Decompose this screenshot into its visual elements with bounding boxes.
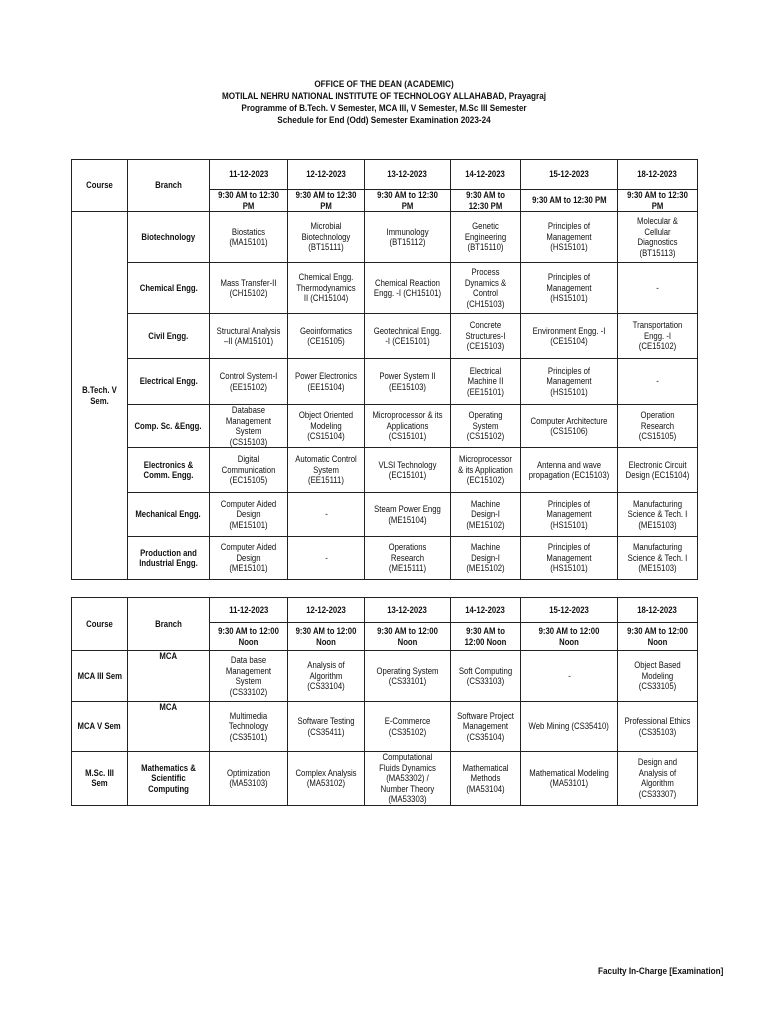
exam-cell: -: [521, 651, 618, 702]
date-header: 15-12-2023: [521, 598, 618, 623]
table-row: [72, 263, 698, 314]
exam-cell: Database Management System (CS15103): [210, 405, 288, 448]
exam-cell: Biostatics (MA15101): [210, 212, 288, 263]
header-office: OFFICE OF THE DEAN (ACADEMIC): [314, 79, 454, 90]
date-header: 12-12-2023: [288, 160, 365, 190]
exam-cell: Operating System (CS33101): [365, 651, 451, 702]
exam-cell: Structural Analysis –II (AM15101): [210, 314, 288, 359]
time-slot: 9:30 AM to 12:00 Noon: [365, 623, 451, 651]
table-row: [72, 212, 698, 263]
exam-cell: VLSI Technology (EC15101): [365, 448, 451, 493]
exam-cell: Control System-I (EE15102): [210, 359, 288, 405]
branch-cell: Biotechnology: [128, 212, 210, 263]
exam-cell: Principles of Management (HS15101): [521, 359, 618, 405]
exam-cell: Microprocessor & its Application (EC15102): [451, 448, 521, 493]
table-row: [72, 493, 698, 537]
date-header: 14-12-2023: [451, 598, 521, 623]
time-slot: 9:30 AM to 12:30 PM: [521, 190, 618, 212]
exam-cell: -: [618, 359, 698, 405]
exam-cell: Operations Research (ME15111): [365, 537, 451, 580]
exam-cell: Steam Power Engg (ME15104): [365, 493, 451, 537]
table-row: [72, 448, 698, 493]
date-header: 13-12-2023: [365, 598, 451, 623]
exam-cell: Principles of Management (HS15101): [521, 493, 618, 537]
date-header: 14-12-2023: [451, 160, 521, 190]
time-slot: 9:30 AM to 12:30 PM: [365, 190, 451, 212]
exam-cell: Genetic Engineering (BT15110): [451, 212, 521, 263]
exam-cell: Complex Analysis (MA53102): [288, 752, 365, 806]
course-cell: MCA V Sem: [72, 702, 128, 752]
exam-cell: Manufacturing Science & Tech. I (ME15103): [618, 537, 698, 580]
exam-cell: -: [288, 493, 365, 537]
exam-cell: Automatic Control System (EE15111): [288, 448, 365, 493]
table-row: [72, 405, 698, 448]
exam-cell: Object Based Modeling (CS33105): [618, 651, 698, 702]
time-slot: 9:30 AM to 12:00 Noon: [288, 623, 365, 651]
exam-cell: Electrical Machine II (EE15101): [451, 359, 521, 405]
col-header-course: Course: [72, 160, 128, 212]
branch-cell: Mechanical Engg.: [128, 493, 210, 537]
table-row: [72, 314, 698, 359]
exam-cell: Molecular & Cellular Diagnostics (BT15113): [618, 212, 698, 263]
mca-msc-schedule-table: [71, 597, 698, 806]
exam-cell: Machine Design-I (ME15102): [451, 537, 521, 580]
exam-cell: Machine Design-I (ME15102): [451, 493, 521, 537]
faculty-signature-label: Faculty In-Charge [Examination]: [598, 966, 724, 977]
branch-cell: MCA: [128, 651, 210, 702]
time-slot: 9:30 AM to 12:00 Noon: [618, 623, 698, 651]
exam-cell: Software Testing (CS35411): [288, 702, 365, 752]
exam-cell: -: [288, 537, 365, 580]
btech-schedule-table: [71, 159, 698, 580]
exam-cell: Environment Engg. -I (CE15104): [521, 314, 618, 359]
exam-cell: -: [618, 263, 698, 314]
course-cell: MCA III Sem: [72, 651, 128, 702]
exam-cell: Geotechnical Engg. -I (CE15101): [365, 314, 451, 359]
table-row: [72, 702, 698, 752]
branch-cell: Civil Engg.: [128, 314, 210, 359]
time-slot: 9:30 AM to 12:00 Noon: [521, 623, 618, 651]
exam-cell: Manufacturing Science & Tech. I (ME15103): [618, 493, 698, 537]
exam-cell: Concrete Structures-I (CE15103): [451, 314, 521, 359]
exam-cell: Process Dynamics & Control (CH15103): [451, 263, 521, 314]
document-header: [54, 79, 714, 127]
time-slot: 9:30 AM to 12:30 PM: [451, 190, 521, 212]
exam-cell: Data base Management System (CS33102): [210, 651, 288, 702]
exam-cell: E-Commerce (CS35102): [365, 702, 451, 752]
exam-cell: Mathematical Methods (MA53104): [451, 752, 521, 806]
exam-cell: Mathematical Modeling (MA53101): [521, 752, 618, 806]
date-header: 18-12-2023: [618, 160, 698, 190]
branch-cell: Production and Industrial Engg.: [128, 537, 210, 580]
exam-cell: Power Electronics (EE15104): [288, 359, 365, 405]
exam-cell: Principles of Management (HS15101): [521, 537, 618, 580]
time-slot: 9:30 AM to 12:30 PM: [288, 190, 365, 212]
exam-cell: Design and Analysis of Algorithm (CS33307): [618, 752, 698, 806]
exam-cell: Digital Communication (EC15105): [210, 448, 288, 493]
branch-cell: Electronics & Comm. Engg.: [128, 448, 210, 493]
table-row: [72, 752, 698, 806]
exam-cell: Antenna and wave propagation (EC15103): [521, 448, 618, 493]
time-slot: 9:30 AM to 12:00 Noon: [451, 623, 521, 651]
col-header-branch: Branch: [128, 160, 210, 212]
exam-cell: Software Project Management (CS35104): [451, 702, 521, 752]
exam-cell: Chemical Reaction Engg. -I (CH15101): [365, 263, 451, 314]
time-slot: 9:30 AM to 12:30 PM: [210, 190, 288, 212]
exam-cell: Principles of Management (HS15101): [521, 263, 618, 314]
exam-cell: Operation Research (CS15105): [618, 405, 698, 448]
header-schedule: Schedule for End (Odd) Semester Examination 2023-24: [277, 115, 491, 126]
exam-cell: Operating System (CS15102): [451, 405, 521, 448]
exam-cell: Object Oriented Modeling (CS15104): [288, 405, 365, 448]
date-header: 18-12-2023: [618, 598, 698, 623]
date-header: 13-12-2023: [365, 160, 451, 190]
time-slot: 9:30 AM to 12:00 Noon: [210, 623, 288, 651]
exam-cell: Principles of Management (HS15101): [521, 212, 618, 263]
exam-cell: Web Mining (CS35410): [521, 702, 618, 752]
exam-cell: Soft Computing (CS33103): [451, 651, 521, 702]
exam-cell: Computer Aided Design (ME15101): [210, 537, 288, 580]
time-slot: 9:30 AM to 12:30 PM: [618, 190, 698, 212]
col-header-course: Course: [72, 598, 128, 651]
exam-cell: Professional Ethics (CS35103): [618, 702, 698, 752]
exam-cell: Multimedia Technology (CS35101): [210, 702, 288, 752]
exam-cell: Computational Fluids Dynamics (MA53302) / Number Theory (MA53303): [365, 752, 451, 806]
branch-cell: Mathematics & Scientific Computing: [128, 752, 210, 806]
exam-cell: Electronic Circuit Design (EC15104): [618, 448, 698, 493]
branch-cell: Electrical Engg.: [128, 359, 210, 405]
branch-cell: Comp. Sc. &Engg.: [128, 405, 210, 448]
table-row: [72, 537, 698, 580]
exam-cell: Immunology (BT15112): [365, 212, 451, 263]
date-header: 15-12-2023: [521, 160, 618, 190]
col-header-branch: Branch: [128, 598, 210, 651]
branch-cell: Chemical Engg.: [128, 263, 210, 314]
exam-cell: Microprocessor & its Applications (CS15101): [365, 405, 451, 448]
table-row: [72, 359, 698, 405]
exam-cell: Power System II (EE15103): [365, 359, 451, 405]
exam-cell: Computer Architecture (CS15106): [521, 405, 618, 448]
table-row: [72, 651, 698, 702]
header-institute: MOTILAL NEHRU NATIONAL INSTITUTE OF TECHNOLOGY ALLAHABAD, Prayagraj: [221, 91, 547, 102]
course-cell: B.Tech. V Sem.: [72, 212, 128, 580]
exam-cell: Analysis of Algorithm (CS33104): [288, 651, 365, 702]
date-header: 11-12-2023: [210, 598, 288, 623]
exam-cell: Microbial Biotechnology (BT15111): [288, 212, 365, 263]
date-header: 12-12-2023: [288, 598, 365, 623]
exam-cell: Transportation Engg. -I (CE15102): [618, 314, 698, 359]
exam-cell: Chemical Engg. Thermodynamics II (CH15104): [288, 263, 365, 314]
exam-cell: Optimization (MA53103): [210, 752, 288, 806]
exam-cell: Computer Aided Design (ME15101): [210, 493, 288, 537]
branch-cell: MCA: [128, 702, 210, 752]
exam-cell: Geoinformatics (CE15105): [288, 314, 365, 359]
course-cell: M.Sc. III Sem: [72, 752, 128, 806]
exam-cell: Mass Transfer-II (CH15102): [210, 263, 288, 314]
date-header: 11-12-2023: [210, 160, 288, 190]
header-programme: Programme of B.Tech. V Semester, MCA III, V Semester, M.Sc III Semester: [241, 103, 527, 114]
